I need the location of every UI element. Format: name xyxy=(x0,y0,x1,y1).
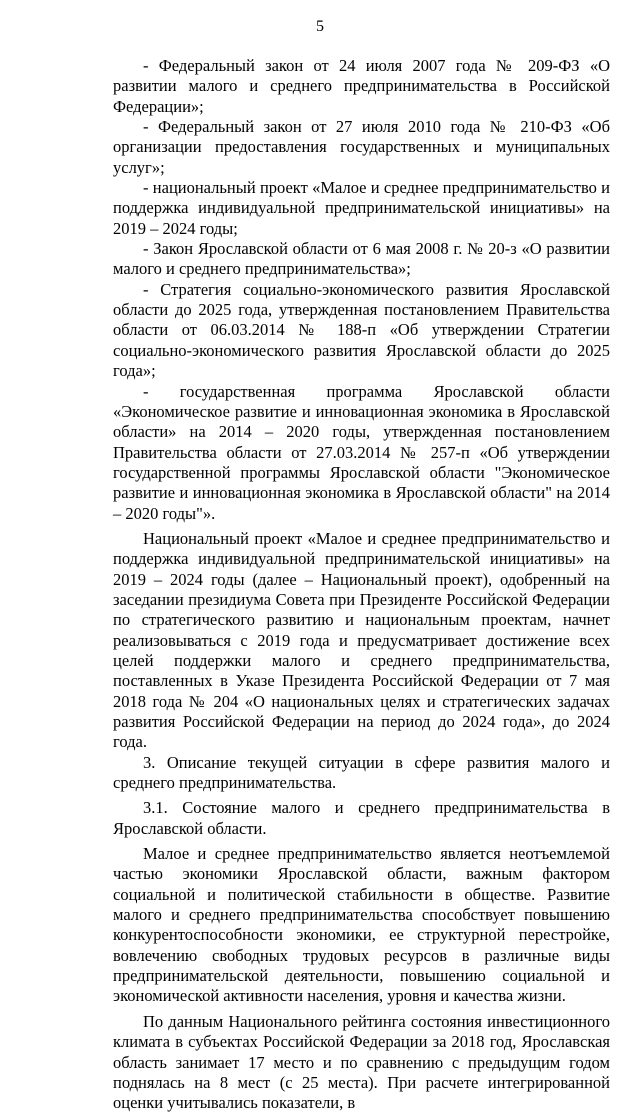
paragraph-sme-importance: Малое и среднее предпринимательство является неотъемлемой частью экономики Ярославской области, важным фактором социальной и политической стабильности в обществе. Развитие малого и среднего предпринимательства способствует повышению конкурентоспособности экономики, ее структурной перестройке, вовлечению свободных трудовых ресурсов в различные виды предпринимательской деятельности, повышению социальной и экономической активности населения, уровня и качества жизни. xyxy=(113,844,610,1006)
page-number: 5 xyxy=(316,18,324,35)
paragraph-national-project: Национальный проект «Малое и среднее предпринимательство и поддержка индивидуальной предпринимательской инициативы» на 2019 – 2024 годы (далее – Национальный проект), одобренный на заседании президиума Совета при Президенте Российской Федерации по стратегического развитию и национальным проектам, начнет реализовываться с 2019 года и предусматривает достижение всех целей поддержки малого и среднего предпринимательства, поставленных в Указе Президента Российской Федерации от 7 мая 2018 года № 204 «О национальных целях и стратегических задачах развития Российской Федерации на период до 2024 года», до 2024 года. xyxy=(113,528,610,752)
document-body xyxy=(113,56,610,1114)
list-item-federal-law-210: - Федеральный закон от 27 июля 2010 года № 210-ФЗ «Об организации предоставления государственных и муниципальных услуг»; xyxy=(113,117,610,177)
list-item-regional-law: - Закон Ярославской области от 6 мая 2008 г. № 20-з «О развитии малого и среднего предпринимательства»; xyxy=(113,239,610,279)
list-item-state-program: - государственная программа Ярославской области «Экономическое развитие и инновационная экономика в Ярославской области» на 2014 – 2020 годы, утвержденная постановлением Правительства области от 27.03.2014 № 257-п «Об утверждении государственной программы Ярославской области "Экономическое развитие и инновационная экономика в Ярославской области" на 2014 – 2020 годы"». xyxy=(113,381,610,523)
list-item-strategy-2025: - Стратегия социально-экономического развития Ярославской области до 2025 года, утвержденная постановлением Правительства области от 06.03.2014 № 188-п «Об утверждении Стратегии социально-экономического развития Ярославской области до 2025 года»; xyxy=(113,279,610,381)
subsection-heading-3-1: 3.1. Состояние малого и среднего предпринимательства в Ярославской области. xyxy=(113,798,610,838)
list-item-federal-law-209: - Федеральный закон от 24 июля 2007 года № 209-ФЗ «О развитии малого и среднего предпринимательства в Российской Федерации»; xyxy=(113,56,610,116)
list-item-national-project: - национальный проект «Малое и среднее предпринимательство и поддержка индивидуальной предпринимательской инициативы» на 2019 – 2024 годы; xyxy=(113,178,610,238)
section-heading-3: 3. Описание текущей ситуации в сфере развития малого и среднего предпринимательства. xyxy=(113,752,610,793)
paragraph-investment-rating: По данным Национального рейтинга состояния инвестиционного климата в субъектах Российской Федерации за 2018 год, Ярославская область занимает 17 место и по сравнению с предыдущим годом поднялась на 8 мест (с 25 места). При расчете интегрированной оценки учитывались показатели, в xyxy=(113,1011,610,1113)
